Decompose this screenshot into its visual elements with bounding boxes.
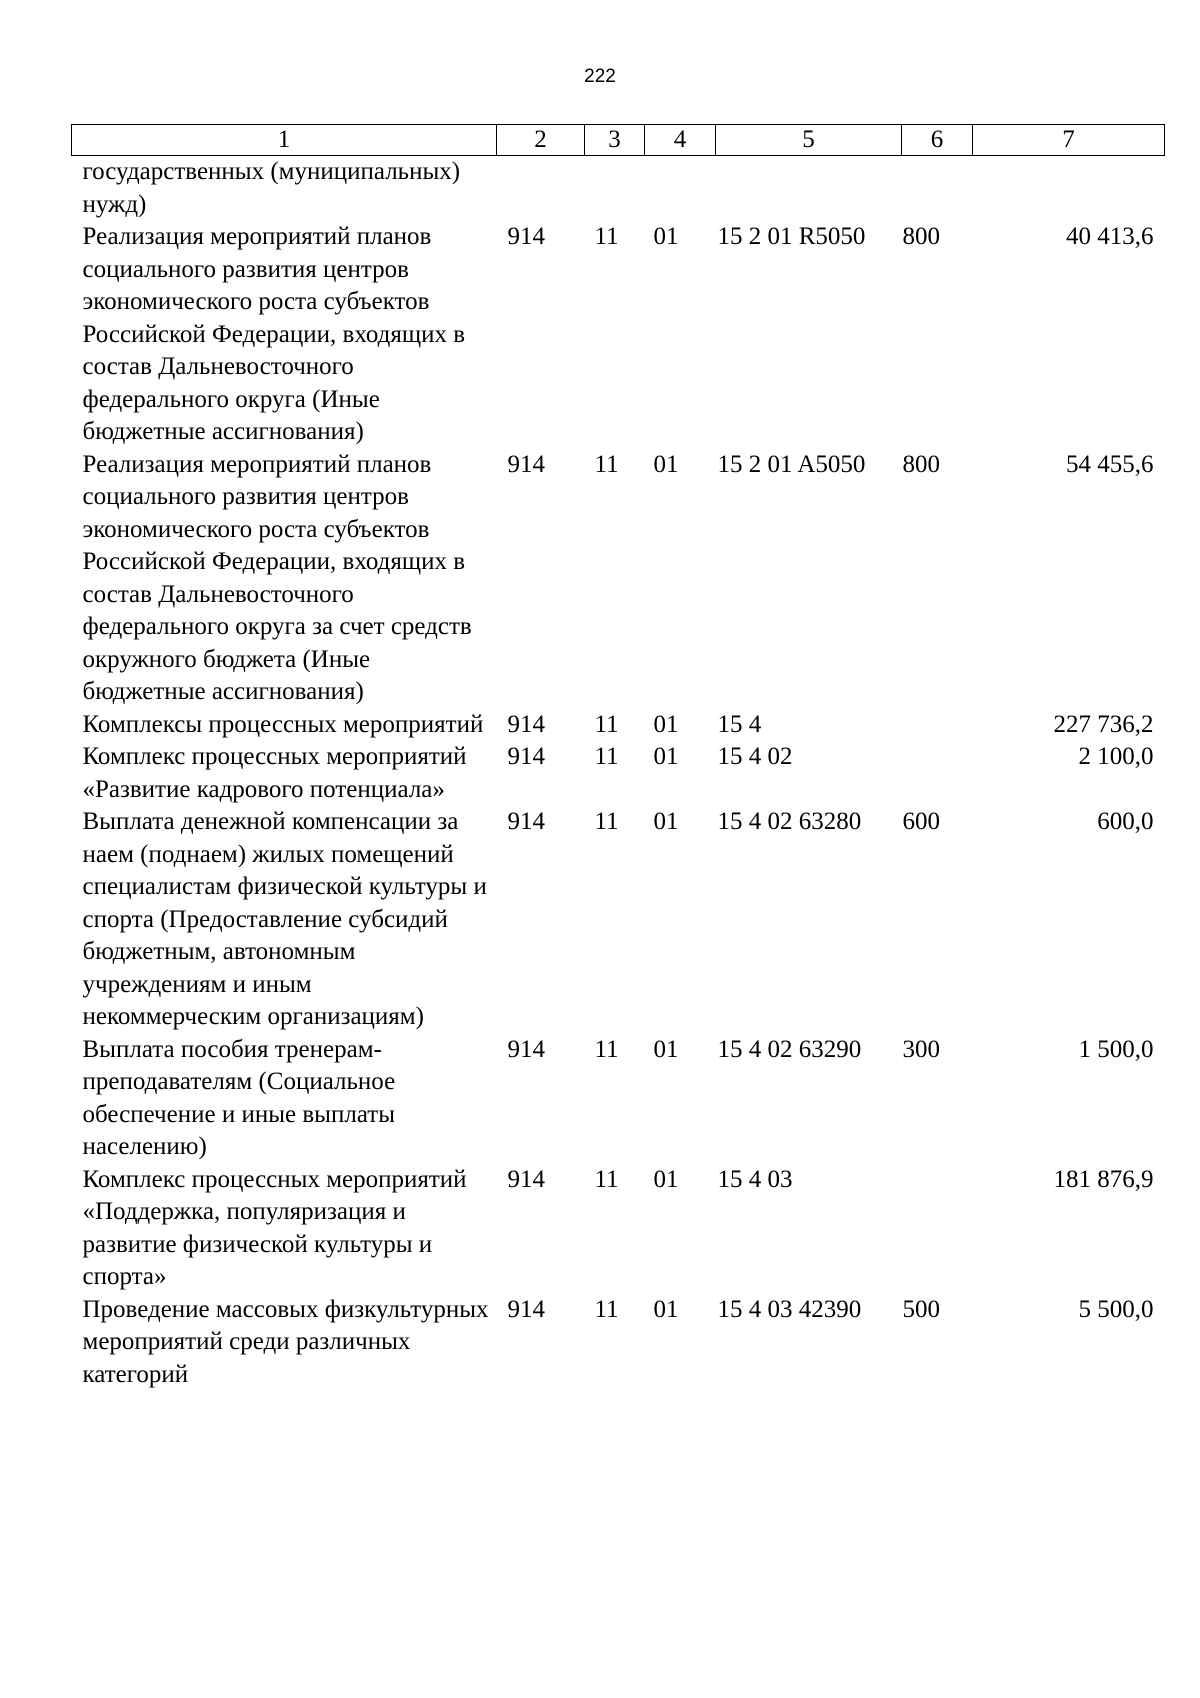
table-row — [72, 221, 1165, 449]
table-row — [72, 1164, 1165, 1294]
row-pr: 01 — [653, 743, 679, 770]
table-row — [72, 1294, 1165, 1392]
row-name: Выплата пособия тренерам-преподавателям (Социальное обеспечение и иные выплаты населению) — [82, 1035, 396, 1160]
row-vr: 500 — [902, 1295, 940, 1323]
row-pr: 01 — [653, 1035, 679, 1063]
row-gr: 914 — [507, 223, 545, 250]
row-vr: 600 — [902, 808, 940, 835]
row-pr: 01 — [653, 808, 679, 835]
row-rz: 11 — [594, 450, 619, 478]
row-rz: 11 — [594, 808, 619, 835]
row-csr: 15 4 03 42390 — [717, 1295, 862, 1323]
row-sum: 2 100,0 — [1078, 743, 1154, 770]
row-csr: 15 4 — [717, 710, 762, 738]
header-col-2: 2 — [497, 125, 585, 156]
page-number: 222 — [584, 66, 616, 87]
row-name: государственных (муниципальных) нужд) — [82, 158, 461, 218]
header-col-3: 3 — [585, 125, 645, 156]
table-row — [72, 741, 1165, 806]
row-gr: 914 — [507, 743, 545, 770]
row-gr: 914 — [507, 710, 545, 738]
row-rz: 11 — [594, 710, 619, 738]
row-sum: 54 455,6 — [1066, 450, 1154, 478]
row-gr: 914 — [507, 1295, 545, 1323]
header-col-6: 6 — [902, 125, 973, 156]
row-pr: 01 — [653, 1295, 679, 1323]
row-vr: 800 — [902, 450, 940, 478]
row-vr — [902, 1164, 973, 1294]
header-col-5: 5 — [716, 125, 902, 156]
row-name: Реализация мероприятий планов социального развития центров экономического роста субъектов Российской Федерации, входящих в состав Дальневосточного федерального округа (Иные бюджетные ассигнования) — [82, 223, 466, 445]
header-col-1: 1 — [72, 125, 497, 156]
row-vr: 300 — [902, 1035, 940, 1063]
row-rz — [585, 156, 645, 222]
table-row — [72, 449, 1165, 709]
row-gr: 914 — [507, 808, 545, 835]
row-gr: 914 — [507, 1165, 545, 1193]
row-pr — [645, 156, 716, 222]
table-row — [72, 1034, 1165, 1164]
table-body — [72, 156, 1165, 1392]
row-gr: 914 — [507, 1035, 545, 1063]
row-pr: 01 — [653, 1165, 679, 1193]
row-vr — [902, 156, 973, 222]
row-pr: 01 — [653, 223, 679, 250]
row-rz: 11 — [594, 743, 619, 770]
row-rz: 11 — [594, 1295, 619, 1323]
header-col-7: 7 — [973, 125, 1165, 156]
row-rz: 11 — [594, 223, 619, 250]
row-sum: 40 413,6 — [1066, 223, 1154, 250]
row-pr: 01 — [653, 450, 679, 478]
header-col-4: 4 — [645, 125, 716, 156]
row-csr: 15 4 02 63280 — [717, 808, 862, 835]
row-sum: 227 736,2 — [1053, 710, 1154, 738]
table-header — [72, 125, 1165, 156]
row-name: Выплата денежной компенсации за наем (поднаем) жилых помещений специалистам физической культуры и спорта (Предоставление субсидий бюджетным, автономным учреждениям и иным некоммерческим организациям) — [82, 808, 487, 1030]
row-csr: 15 4 02 — [717, 743, 793, 770]
row-vr — [902, 709, 973, 742]
row-vr — [902, 741, 973, 806]
row-pr: 01 — [653, 710, 679, 738]
row-sum: 5 500,0 — [1078, 1295, 1154, 1323]
row-name: Проведение массовых физкультурных мероприятий среди различных категорий — [82, 1295, 489, 1388]
row-sum — [973, 156, 1165, 222]
row-csr: 15 2 01 A5050 — [717, 450, 866, 478]
row-csr: 15 4 02 63290 — [717, 1035, 862, 1063]
header-row — [72, 125, 1165, 156]
table-row — [72, 709, 1165, 742]
table-row — [72, 156, 1165, 222]
row-csr: 15 4 03 — [717, 1165, 793, 1193]
row-rz: 11 — [594, 1035, 619, 1063]
row-gr — [497, 156, 585, 222]
table-row — [72, 806, 1165, 1034]
row-csr: 15 2 01 R5050 — [717, 223, 866, 250]
row-name: Реализация мероприятий планов социального развития центров экономического роста субъектов Российской Федерации, входящих в состав Дальневосточного федерального округа за счет средств окружного бюджета (Иные бюджетные ассигнования) — [82, 450, 472, 705]
budget-table — [71, 124, 1165, 1391]
row-sum: 181 876,9 — [1053, 1165, 1154, 1193]
row-name: Комплекс процессных мероприятий «Развитие кадрового потенциала» — [82, 743, 467, 803]
row-vr: 800 — [902, 223, 940, 250]
row-sum: 1 500,0 — [1078, 1035, 1154, 1063]
row-csr — [716, 156, 902, 222]
row-gr: 914 — [507, 450, 545, 478]
row-sum: 600,0 — [1097, 808, 1154, 835]
row-name: Комплекс процессных мероприятий «Поддержка, популяризация и развитие физической культуры и спорта» — [82, 1165, 467, 1290]
row-rz: 11 — [594, 1165, 619, 1193]
row-name: Комплексы процессных мероприятий — [82, 710, 484, 738]
